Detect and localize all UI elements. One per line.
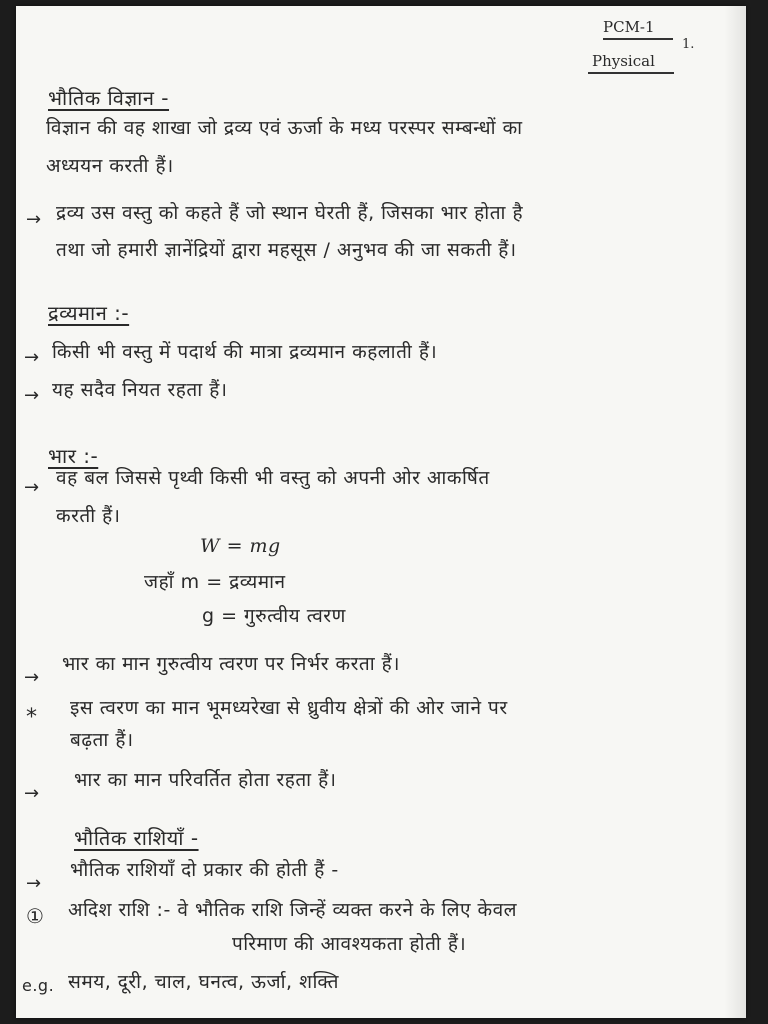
header-subject-underline (588, 72, 674, 74)
header-subject: Physical (592, 52, 655, 70)
scalar-line1: अदिश राशि :- वे भौतिक राशि जिन्हें व्यक्त करने के लिए केवल (68, 899, 518, 921)
mass-point1: किसी भी वस्तु में पदार्थ की मात्रा द्रव्यमान कहलाती हैं। (52, 341, 438, 363)
example-text: समय, दूरी, चाल, घनत्व, ऊर्जा, शक्ति (68, 971, 339, 993)
weight-point3-line2: बढ़ता हैं। (70, 729, 134, 751)
matter-line2: तथा जो हमारी ज्ञानेंद्रियों द्वारा महसूस / अनुभव की जा सकती हैं। (56, 239, 517, 261)
weight-point4: भार का मान परिवर्तित होता रहता हैं। (74, 769, 337, 791)
weight-point3-line1: इस त्वरण का मान भूमध्यरेखा से ध्रुवीय क्षेत्रों की ओर जाने पर (70, 697, 508, 719)
star-icon: * (26, 705, 37, 730)
header-code: PCM-1 (603, 18, 655, 36)
physics-definition-line1: विज्ञान की वह शाखा जो द्रव्य एवं ऊर्जा के मध्य परस्पर सम्बन्धों का (46, 117, 523, 139)
arrow-icon: → (24, 783, 40, 804)
weight-heading: भार :- (48, 444, 99, 468)
quantities-heading: भौतिक राशियाँ - (74, 826, 199, 850)
header-code-underline (603, 38, 673, 40)
scalar-line2: परिमाण की आवश्यकता होती हैं। (232, 933, 467, 955)
circled-number-one: ① (26, 904, 44, 928)
weight-where-m: जहाँ m = द्रव्यमान (144, 571, 286, 593)
notebook-page (16, 6, 746, 1018)
mass-heading: द्रव्यमान :- (48, 301, 130, 325)
weight-point1-line1: वह बल जिससे पृथ्वी किसी भी वस्तु को अपनी ओर आकर्षित (56, 467, 490, 489)
header-page-number: 1. (682, 37, 695, 52)
quantities-point1: भौतिक राशियाँ दो प्रकार की होती हैं - (70, 859, 339, 881)
weight-point1-line2: करती हैं। (56, 505, 121, 527)
physics-definition-line2: अध्ययन करती हैं। (46, 155, 174, 177)
physics-heading: भौतिक विज्ञान - (48, 86, 170, 110)
arrow-icon: → (24, 667, 40, 688)
weight-where-g: g = गुरुत्वीय त्वरण (202, 605, 346, 627)
arrow-icon: → (24, 385, 40, 406)
arrow-icon: → (24, 477, 40, 498)
arrow-icon: → (26, 873, 42, 894)
example-label: e.g. (22, 976, 55, 995)
mass-point2: यह सदैव नियत रहता हैं। (52, 379, 228, 401)
scan-shadow (724, 6, 746, 1018)
weight-formula: W = mg (200, 535, 281, 557)
weight-point2: भार का मान गुरुत्वीय त्वरण पर निर्भर करता हैं। (62, 653, 400, 675)
arrow-icon: → (24, 347, 40, 368)
matter-line1: द्रव्य उस वस्तु को कहते हैं जो स्थान घेरती हैं, जिसका भार होता है (56, 202, 524, 224)
arrow-icon: → (26, 209, 42, 230)
